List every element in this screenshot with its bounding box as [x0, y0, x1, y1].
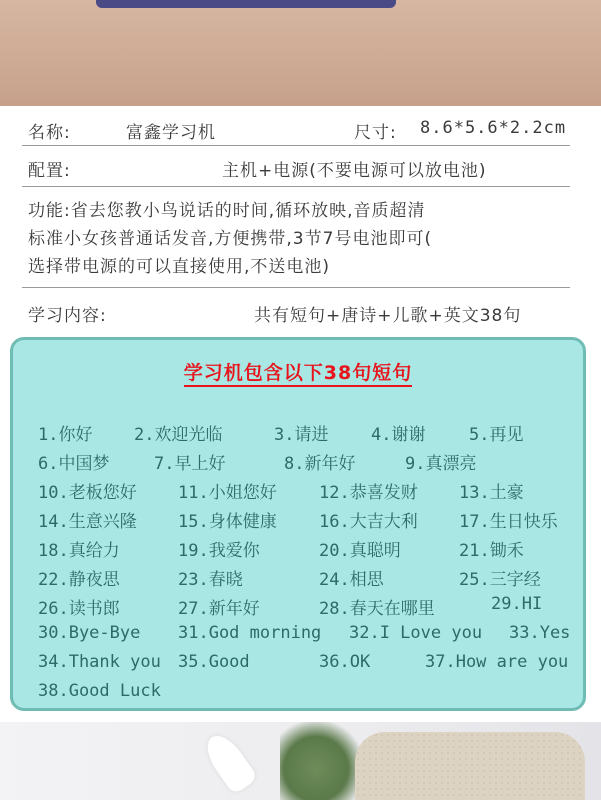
phrase-item: 32.I Love you — [349, 623, 483, 643]
phrase-panel — [10, 337, 586, 711]
phrase-item: 1.你好 — [38, 425, 93, 445]
spec-row-function — [22, 197, 570, 281]
size-value: 8.6*5.6*2.2cm — [420, 118, 567, 138]
name-value: 富鑫学习机 — [126, 123, 216, 143]
phrase-item: 38.Good Luck — [38, 681, 161, 701]
phrase-item: 28.春天在哪里 — [319, 599, 435, 619]
phrase-item: 20.真聪明 — [319, 541, 401, 561]
config-value: 主机+电源(不要电源可以放电池) — [222, 161, 487, 181]
product-photo-bottom — [0, 722, 601, 800]
content-label: 学习内容: — [28, 306, 107, 326]
burlap-pot-decoration — [355, 732, 585, 800]
divider — [22, 145, 570, 146]
phrase-item: 8.新年好 — [284, 454, 356, 474]
phrase-item: 16.大吉大利 — [319, 512, 418, 532]
phrase-item: 17.生日快乐 — [459, 512, 558, 532]
phrase-item: 31.God morning — [178, 623, 322, 643]
panel-title: 学习机包含以下38句短句 — [13, 358, 583, 385]
phrase-item: 33.Yes — [509, 623, 571, 643]
phrase-item: 23.春晓 — [178, 570, 243, 590]
phrase-item: 25.三字经 — [459, 570, 541, 590]
product-photo-top — [0, 0, 601, 106]
function-line: 标准小女孩普通话发音,方便携带,3节7号电池即可( — [28, 229, 433, 249]
config-label: 配置: — [28, 161, 71, 181]
phrase-item: 7.早上好 — [154, 454, 226, 474]
device-edge — [96, 0, 396, 8]
divider — [22, 287, 570, 288]
phrase-item: 34.Thank you — [38, 652, 161, 672]
phrase-item: 30.Bye-Bye — [38, 623, 141, 643]
phrase-item: 19.我爱你 — [178, 541, 260, 561]
size-label: 尺寸: — [354, 123, 397, 143]
phrase-item: 4.谢谢 — [371, 425, 426, 445]
name-label: 名称: — [28, 123, 71, 143]
phrase-item: 5.再见 — [469, 425, 524, 445]
phrase-item: 3.请进 — [274, 425, 329, 445]
phrase-item: 6.中国梦 — [38, 454, 110, 474]
phrase-item: 10.老板您好 — [38, 483, 137, 503]
phrase-item: 27.新年好 — [178, 599, 260, 619]
content-value: 共有短句+唐诗+儿歌+英文38句 — [254, 306, 522, 326]
phrase-item: 24.相思 — [319, 570, 384, 590]
phrase-item: 15.身体健康 — [178, 512, 277, 532]
phrase-item: 35.Good — [178, 652, 250, 672]
phrase-item: 26.读书郎 — [38, 599, 120, 619]
phrase-item: 22.静夜思 — [38, 570, 120, 590]
phrase-item: 9.真漂亮 — [405, 454, 477, 474]
phrase-item: 14.生意兴隆 — [38, 512, 137, 532]
divider — [22, 186, 570, 187]
phrase-item: 11.小姐您好 — [178, 483, 277, 503]
function-line: 选择带电源的可以直接使用,不送电池) — [28, 257, 331, 277]
phrase-item: 18.真给力 — [38, 541, 120, 561]
phrase-item: 13.土豪 — [459, 483, 524, 503]
phrase-item: 29.HI — [491, 594, 543, 614]
flower-decoration — [200, 729, 259, 795]
phrase-item: 36.OK — [319, 652, 371, 672]
phrase-item: 21.锄禾 — [459, 541, 524, 561]
phrase-item: 37.How are you — [425, 652, 569, 672]
function-line: 功能:省去您教小鸟说话的时间,循环放映,音质超清 — [28, 201, 426, 221]
phrase-item: 2.欢迎光临 — [134, 425, 223, 445]
phrase-item: 12.恭喜发财 — [319, 483, 418, 503]
